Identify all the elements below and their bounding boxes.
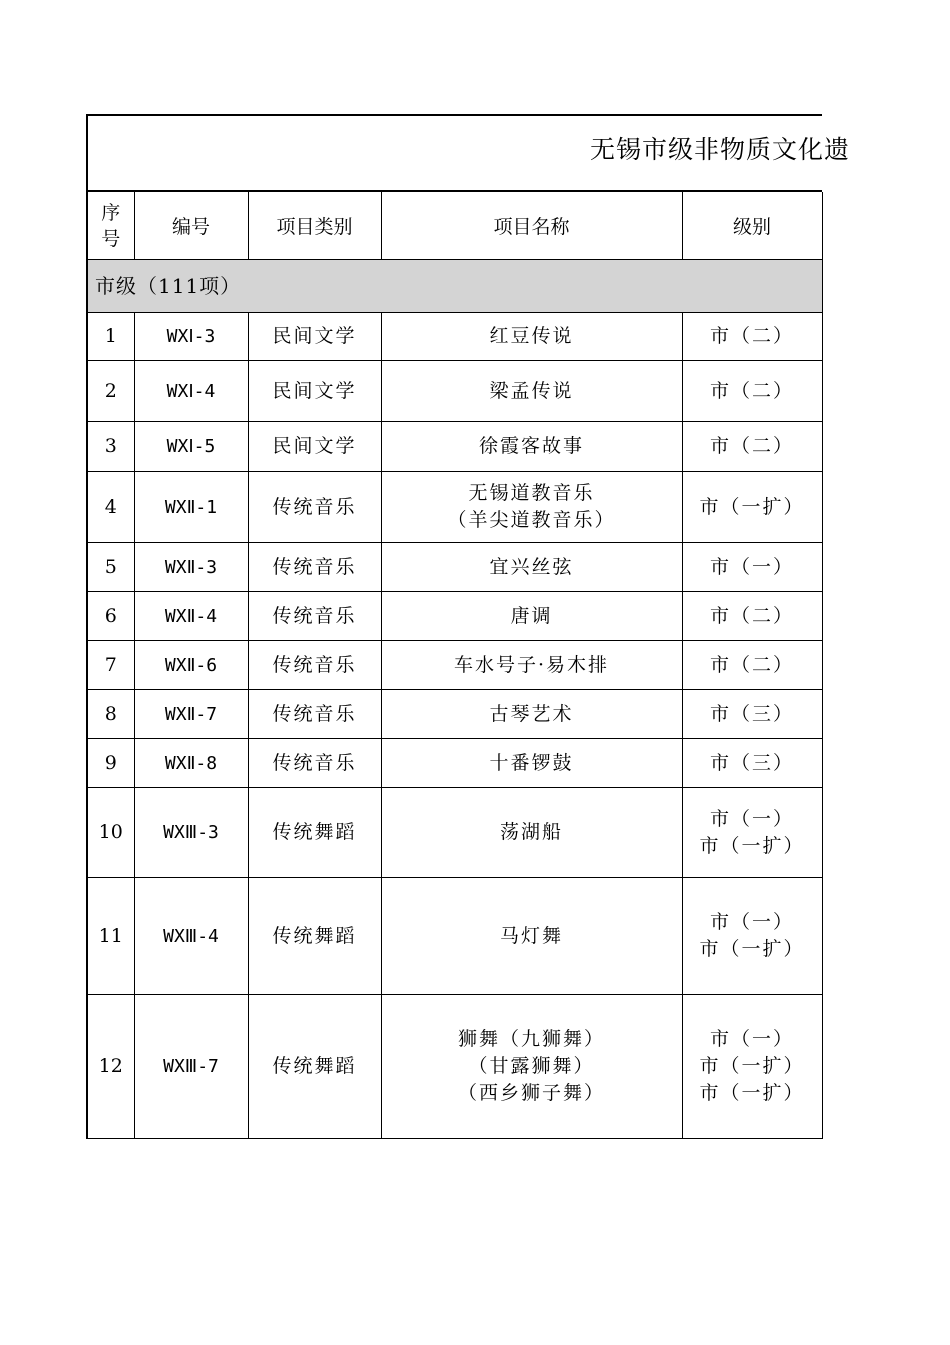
row-level-line: 市（一） — [709, 911, 794, 933]
row-category: 传统音乐 — [248, 690, 381, 739]
row-code: WXⅡ-3 — [134, 543, 248, 592]
row-name-line: 唐调 — [510, 604, 553, 627]
row-category: 传统音乐 — [248, 592, 381, 641]
row-name — [381, 592, 682, 641]
row-code: WXⅢ-4 — [134, 878, 248, 995]
title-row — [88, 116, 851, 192]
row-level — [682, 592, 822, 641]
row-name-line: 梁孟传说 — [489, 379, 574, 402]
row-seq: 5 — [88, 543, 134, 592]
row-code: WXⅠ-4 — [134, 361, 248, 422]
section-row — [88, 260, 822, 313]
row-code: WXⅢ-7 — [134, 995, 248, 1139]
row-name — [381, 422, 682, 472]
table-row — [88, 361, 822, 422]
row-code: WXⅡ-8 — [134, 739, 248, 788]
row-category: 传统音乐 — [248, 543, 381, 592]
table-row — [88, 592, 822, 641]
row-level-line: 市（三） — [709, 702, 794, 725]
row-level-line: 市（二） — [709, 435, 794, 457]
row-name-line: 宜兴丝弦 — [489, 555, 574, 578]
row-level-line: 市（一扩） — [699, 834, 805, 857]
row-name — [381, 361, 682, 422]
row-code: WXⅠ-3 — [134, 313, 248, 361]
table-row — [88, 472, 822, 543]
row-name — [381, 739, 682, 788]
row-level-line: 市（二） — [709, 379, 794, 402]
row-seq: 2 — [88, 361, 134, 422]
row-code: WXⅠ-5 — [134, 422, 248, 472]
row-name — [381, 472, 682, 543]
row-name-line: （羊尖道教音乐） — [447, 509, 616, 531]
row-level — [682, 739, 822, 788]
row-code: WXⅡ-1 — [134, 472, 248, 543]
row-seq: 11 — [88, 878, 134, 995]
header-level: 级别 — [682, 192, 822, 260]
row-name-line: 马灯舞 — [499, 924, 563, 947]
row-name-line: 荡湖船 — [499, 821, 563, 843]
row-code: WXⅢ-3 — [134, 788, 248, 878]
row-name-line: （甘露狮舞） — [468, 1055, 595, 1077]
row-level-line: 市（二） — [709, 325, 794, 347]
table-row — [88, 641, 822, 690]
row-level-line: 市（二） — [709, 653, 794, 676]
row-seq: 10 — [88, 788, 134, 878]
row-level — [682, 690, 822, 739]
row-level-line: 市（一） — [709, 1028, 794, 1050]
row-category: 传统音乐 — [248, 739, 381, 788]
row-name — [381, 641, 682, 690]
header-seq — [88, 192, 134, 260]
row-seq: 3 — [88, 422, 134, 472]
row-category: 传统音乐 — [248, 641, 381, 690]
row-level-line: 市（三） — [709, 751, 794, 774]
row-seq: 6 — [88, 592, 134, 641]
row-name — [381, 788, 682, 878]
table-row — [88, 690, 822, 739]
row-name-line: 徐霞客故事 — [478, 435, 584, 457]
row-category: 民间文学 — [248, 361, 381, 422]
header-seq-line2: 号 — [101, 227, 121, 250]
table-row — [88, 788, 822, 878]
row-category: 传统舞蹈 — [248, 995, 381, 1139]
row-code: WXⅡ-4 — [134, 592, 248, 641]
table-row — [88, 422, 822, 472]
row-seq: 12 — [88, 995, 134, 1139]
row-category: 传统舞蹈 — [248, 878, 381, 995]
row-name — [381, 313, 682, 361]
row-category: 民间文学 — [248, 313, 381, 361]
row-name-line: （西乡狮子舞） — [457, 1082, 605, 1104]
header-name: 项目名称 — [381, 192, 682, 260]
row-code: WXⅡ-7 — [134, 690, 248, 739]
row-name-line: 红豆传说 — [489, 325, 574, 347]
row-name — [381, 878, 682, 995]
table-row — [88, 313, 822, 361]
row-level — [682, 543, 822, 592]
row-name-line: 古琴艺术 — [489, 702, 574, 725]
row-level-line: 市（二） — [709, 604, 794, 627]
row-name — [381, 995, 682, 1139]
header-category: 项目类别 — [248, 192, 381, 260]
row-level — [682, 361, 822, 422]
row-category: 民间文学 — [248, 422, 381, 472]
row-seq: 7 — [88, 641, 134, 690]
row-name-line: 无锡道教音乐 — [468, 482, 595, 504]
row-category: 传统音乐 — [248, 472, 381, 543]
table-row — [88, 878, 822, 995]
row-level-line: 市（一） — [709, 807, 794, 830]
row-level — [682, 788, 822, 878]
row-level-line: 市（一扩） — [699, 1082, 805, 1104]
table-row — [88, 543, 822, 592]
row-seq: 4 — [88, 472, 134, 543]
row-level-line: 市（一扩） — [699, 938, 805, 960]
row-level — [682, 422, 822, 472]
sheet-title: 无锡市级非物质文化遗 — [590, 135, 851, 164]
header-code: 编号 — [134, 192, 248, 260]
row-seq: 8 — [88, 690, 134, 739]
table-row — [88, 739, 822, 788]
row-code: WXⅡ-6 — [134, 641, 248, 690]
header-seq-line1: 序 — [101, 201, 121, 224]
row-name — [381, 690, 682, 739]
row-name-line: 狮舞（九狮舞） — [457, 1028, 605, 1050]
row-level-line: 市（一） — [709, 555, 794, 578]
row-level — [682, 641, 822, 690]
row-level-line: 市（一扩） — [699, 1055, 805, 1077]
row-name — [381, 543, 682, 592]
table-row — [88, 995, 822, 1139]
heritage-list-sheet — [86, 114, 851, 1139]
row-level — [682, 313, 822, 361]
heritage-table — [88, 192, 823, 1139]
row-category: 传统舞蹈 — [248, 788, 381, 878]
row-seq: 9 — [88, 739, 134, 788]
row-level — [682, 995, 822, 1139]
row-name-line: 车水号子·易木排 — [453, 653, 610, 676]
row-name-line: 十番锣鼓 — [489, 751, 574, 774]
section-label: 市级（111项） — [88, 260, 822, 313]
row-level-line: 市（一扩） — [699, 495, 805, 518]
row-seq: 1 — [88, 313, 134, 361]
header-row — [88, 192, 822, 260]
row-level — [682, 472, 822, 543]
row-level — [682, 878, 822, 995]
